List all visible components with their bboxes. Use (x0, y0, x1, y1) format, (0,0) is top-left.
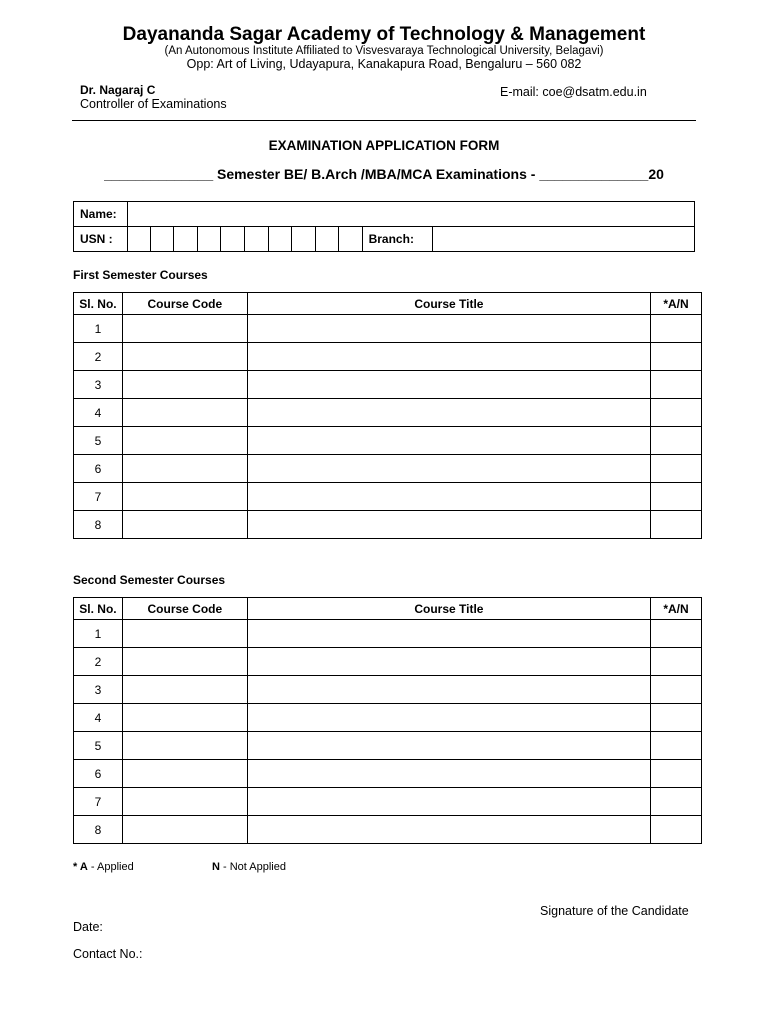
course-code-cell[interactable] (122, 511, 247, 539)
legend-applied (73, 861, 134, 873)
course-title-cell[interactable] (247, 788, 650, 816)
row-number: 7 (74, 483, 123, 511)
table-row (74, 732, 702, 760)
branch-field[interactable] (433, 227, 695, 252)
course-code-cell[interactable] (122, 371, 247, 399)
affiliation-text: (An Autonomous Institute Affiliated to Visvesvaraya Technological University, Belagavi) (164, 45, 604, 57)
usn-box[interactable] (127, 227, 150, 252)
applied-status-cell[interactable] (651, 343, 702, 371)
applied-status-cell[interactable] (651, 455, 702, 483)
course-title-cell[interactable] (247, 315, 650, 343)
col-course-title: Course Title (247, 293, 650, 315)
legend-not-applied-key: N (212, 861, 220, 873)
course-title-cell[interactable] (247, 455, 650, 483)
course-code-cell[interactable] (122, 620, 247, 648)
applied-status-cell[interactable] (651, 483, 702, 511)
applied-status-cell[interactable] (651, 648, 702, 676)
table-row (74, 315, 702, 343)
course-code-cell[interactable] (122, 816, 247, 844)
header-divider (72, 120, 696, 121)
name-label: Name: (74, 202, 128, 227)
institute-name: Dayananda Sagar Academy of Technology & Management (122, 24, 646, 45)
row-number: 6 (74, 455, 123, 483)
course-title-cell[interactable] (247, 620, 650, 648)
course-title-cell[interactable] (247, 399, 650, 427)
table-row (74, 816, 702, 844)
applied-status-cell[interactable] (651, 620, 702, 648)
usn-box[interactable] (316, 227, 339, 252)
course-title-cell[interactable] (247, 483, 650, 511)
legend-applied-text: - Applied (87, 861, 134, 873)
contact-label: Contact No.: (73, 947, 143, 961)
course-title-cell[interactable] (247, 704, 650, 732)
table-row (74, 427, 702, 455)
table-row (74, 788, 702, 816)
table-row (74, 511, 702, 539)
row-number: 3 (74, 676, 123, 704)
date-label: Date: (73, 920, 103, 934)
row-number: 1 (74, 620, 123, 648)
usn-box[interactable] (198, 227, 221, 252)
row-number: 1 (74, 315, 123, 343)
col-course-code: Course Code (122, 293, 247, 315)
row-number: 5 (74, 427, 123, 455)
first-semester-table (73, 292, 702, 539)
applied-status-cell[interactable] (651, 511, 702, 539)
controller-name: Dr. Nagaraj C (80, 83, 156, 97)
course-title-cell[interactable] (247, 511, 650, 539)
table-row (74, 704, 702, 732)
course-code-cell[interactable] (122, 648, 247, 676)
applied-status-cell[interactable] (651, 732, 702, 760)
row-number: 8 (74, 816, 123, 844)
course-code-cell[interactable] (122, 399, 247, 427)
course-title-cell[interactable] (247, 427, 650, 455)
course-code-cell[interactable] (122, 760, 247, 788)
course-code-cell[interactable] (122, 676, 247, 704)
applied-status-cell[interactable] (651, 704, 702, 732)
second-semester-table (73, 597, 702, 844)
usn-label: USN : (74, 227, 128, 252)
course-title-cell[interactable] (247, 760, 650, 788)
table-row (74, 399, 702, 427)
exam-line: ______________ Semester BE/ B.Arch /MBA/MCA Examinations - ______________20 (104, 166, 664, 182)
row-number: 5 (74, 732, 123, 760)
row-number: 4 (74, 399, 123, 427)
address-text: Opp: Art of Living, Udayapura, Kanakapura Road, Bengaluru – 560 082 (186, 57, 582, 71)
form-title: EXAMINATION APPLICATION FORM (268, 138, 500, 153)
course-title-cell[interactable] (247, 816, 650, 844)
email-text: E-mail: coe@dsatm.edu.in (500, 85, 647, 99)
second-semester-heading: Second Semester Courses (73, 573, 226, 587)
usn-box[interactable] (244, 227, 268, 252)
table-row (74, 676, 702, 704)
row-number: 2 (74, 343, 123, 371)
applied-status-cell[interactable] (651, 816, 702, 844)
col-course-code: Course Code (122, 598, 247, 620)
applied-status-cell[interactable] (651, 399, 702, 427)
course-code-cell[interactable] (122, 343, 247, 371)
col-applied-status: *A/N (651, 598, 702, 620)
course-code-cell[interactable] (122, 704, 247, 732)
row-number: 3 (74, 371, 123, 399)
usn-box[interactable] (292, 227, 316, 252)
course-title-cell[interactable] (247, 343, 650, 371)
signature-label: Signature of the Candidate (540, 904, 689, 918)
course-code-cell[interactable] (122, 732, 247, 760)
applied-status-cell[interactable] (651, 676, 702, 704)
row-number: 4 (74, 704, 123, 732)
course-code-cell[interactable] (122, 483, 247, 511)
table-row (74, 343, 702, 371)
usn-box[interactable] (338, 227, 362, 252)
table-row (74, 620, 702, 648)
table-row (74, 455, 702, 483)
first-semester-heading: First Semester Courses (73, 268, 208, 282)
col-course-title: Course Title (247, 598, 650, 620)
applied-status-cell[interactable] (651, 427, 702, 455)
usn-box[interactable] (174, 227, 198, 252)
course-code-cell[interactable] (122, 455, 247, 483)
controller-role: Controller of Examinations (80, 97, 227, 111)
applied-status-cell[interactable] (651, 315, 702, 343)
col-sl-no: Sl. No. (74, 293, 123, 315)
col-sl-no: Sl. No. (74, 598, 123, 620)
student-info-table (73, 201, 695, 252)
name-field[interactable] (127, 202, 694, 227)
applied-status-cell[interactable] (651, 788, 702, 816)
legend-not-applied-text: - Not Applied (219, 861, 286, 873)
course-code-cell[interactable] (122, 315, 247, 343)
table-row (74, 760, 702, 788)
usn-box[interactable] (150, 227, 174, 252)
course-title-cell[interactable] (247, 371, 650, 399)
row-number: 8 (74, 511, 123, 539)
applied-status-cell[interactable] (651, 760, 702, 788)
table-row (74, 648, 702, 676)
usn-box[interactable] (220, 227, 244, 252)
applied-status-cell[interactable] (651, 371, 702, 399)
usn-box[interactable] (268, 227, 292, 252)
course-title-cell[interactable] (247, 732, 650, 760)
legend-applied-key: * A (73, 861, 88, 873)
table-row (74, 371, 702, 399)
legend-not-applied (212, 861, 286, 873)
branch-label: Branch: (362, 227, 433, 252)
course-title-cell[interactable] (247, 676, 650, 704)
row-number: 6 (74, 760, 123, 788)
row-number: 7 (74, 788, 123, 816)
course-code-cell[interactable] (122, 427, 247, 455)
table-row (74, 483, 702, 511)
course-title-cell[interactable] (247, 648, 650, 676)
col-applied-status: *A/N (651, 293, 702, 315)
course-code-cell[interactable] (122, 788, 247, 816)
row-number: 2 (74, 648, 123, 676)
